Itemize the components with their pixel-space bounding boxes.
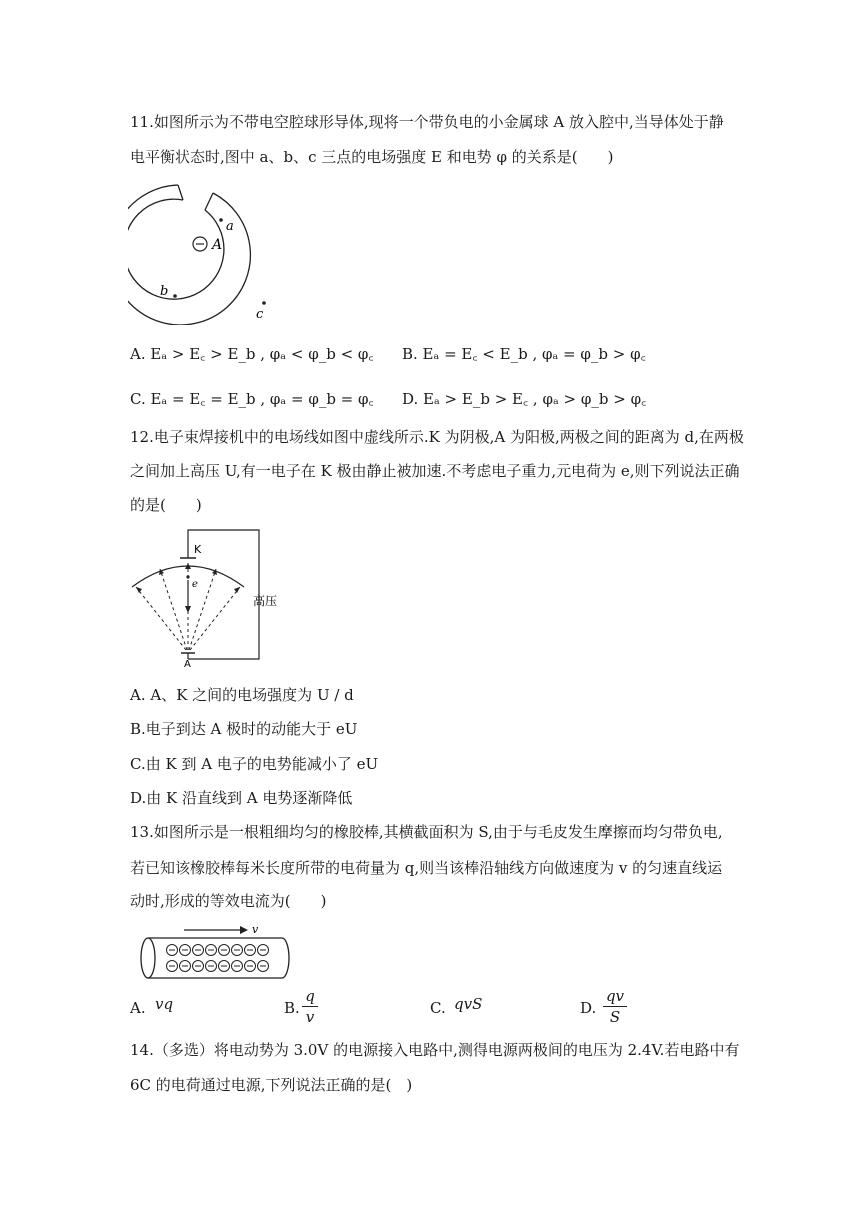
q11-option-b[interactable]: B. Eₐ = E꜀ < E_b , φₐ = φ_b > φ꜀	[402, 345, 646, 363]
negative-charges	[167, 945, 269, 972]
q12-option-d[interactable]: D.由 K 沿直线到 A 电势逐渐降低	[130, 789, 353, 807]
q12-option-b[interactable]: B.电子到达 A 极时的动能大于 eU	[130, 720, 358, 738]
q13-option-a-label[interactable]: A.	[130, 999, 146, 1017]
q13-option-c-value[interactable]: qvS	[454, 995, 483, 1013]
q12-stem-line1: 12.电子束焊接机中的电场线如图中虚线所示.K 为阴极,A 为阳极,两极之间的距离为 d,在两极	[130, 428, 744, 446]
q14-stem-line2: 6C 的电荷通过电源,下列说法正确的是( )	[130, 1076, 413, 1094]
q13-option-a-value[interactable]: vq	[155, 995, 174, 1013]
q13-option-c-label[interactable]: C.	[430, 999, 446, 1017]
q13-stem-line3: 动时,形成的等效电流为( )	[130, 892, 327, 910]
q13-option-b-denominator: v	[305, 1008, 315, 1026]
q11-option-a[interactable]: A. Eₐ > E꜀ > E_b , φₐ < φ_b < φ꜀	[130, 345, 374, 363]
label-v: v	[252, 923, 259, 936]
q13-stem-line1: 13.如图所示是一根粗细均匀的橡胶棒,其横截面积为 S,由于与毛皮发生摩擦而均匀带负电,	[130, 823, 723, 841]
q11-stem-line1: 11.如图所示为不带电空腔球形导体,现将一个带负电的小金属球 A 放入腔中,当导体处于静	[130, 113, 724, 131]
inner-shell-arc	[128, 199, 224, 299]
label-c: c	[256, 307, 264, 322]
q13-option-b-label[interactable]: B.	[284, 999, 300, 1017]
q12-stem-line2: 之间加上高压 U,有一电子在 K 极由静止被加速.不考虑电子重力,元电荷为 e,则下列说法正确	[130, 462, 740, 480]
q13-stem-line2: 若已知该橡胶棒每米长度所带的电荷量为 q,则当该棒沿轴线方向做速度为 v 的匀速直线运	[130, 859, 723, 877]
q13-option-d-denominator: S	[609, 1008, 621, 1026]
label-A-anode: A	[184, 659, 191, 670]
q12-electron-beam-figure	[128, 525, 278, 670]
rod-body	[148, 938, 289, 978]
q11-option-d[interactable]: D. Eₐ > E_b > E꜀ , φₐ > φ_b > φ꜀	[402, 390, 647, 408]
label-A: A	[212, 237, 223, 253]
q12-option-a[interactable]: A. A、K 之间的电场强度为 U / d	[130, 686, 354, 704]
label-e: e	[192, 579, 198, 590]
label-K: K	[194, 543, 202, 556]
q12-option-c[interactable]: C.由 K 到 A 电子的电势能减小了 eU	[130, 755, 379, 773]
label-high-voltage: 高压	[253, 594, 278, 608]
q13-rubber-rod-figure	[136, 920, 296, 982]
outer-shell-arc	[128, 185, 250, 325]
q13-option-d-numerator: qv	[605, 987, 625, 1005]
q11-option-c[interactable]: C. Eₐ = E꜀ = E_b , φₐ = φ_b = φ꜀	[130, 390, 374, 408]
label-a: a	[226, 219, 234, 234]
q11-stem-line2: 电平衡状态时,图中 a、b、c 三点的电场强度 E 和电势 φ 的关系是( )	[130, 148, 614, 166]
label-b: b	[160, 284, 169, 299]
q14-stem-line1: 14.（多选）将电动势为 3.0V 的电源接入电路中,测得电源两极间的电压为 2.4V.若电路中有	[130, 1041, 740, 1059]
q11-hollow-sphere-figure	[128, 180, 278, 325]
q12-stem-line3: 的是( )	[130, 496, 202, 514]
q13-option-b-fraction-bar	[302, 1006, 318, 1007]
q13-option-d-label[interactable]: D.	[580, 999, 597, 1017]
q13-option-b-numerator: q	[305, 987, 315, 1005]
q13-option-d-fraction-bar	[603, 1006, 627, 1007]
